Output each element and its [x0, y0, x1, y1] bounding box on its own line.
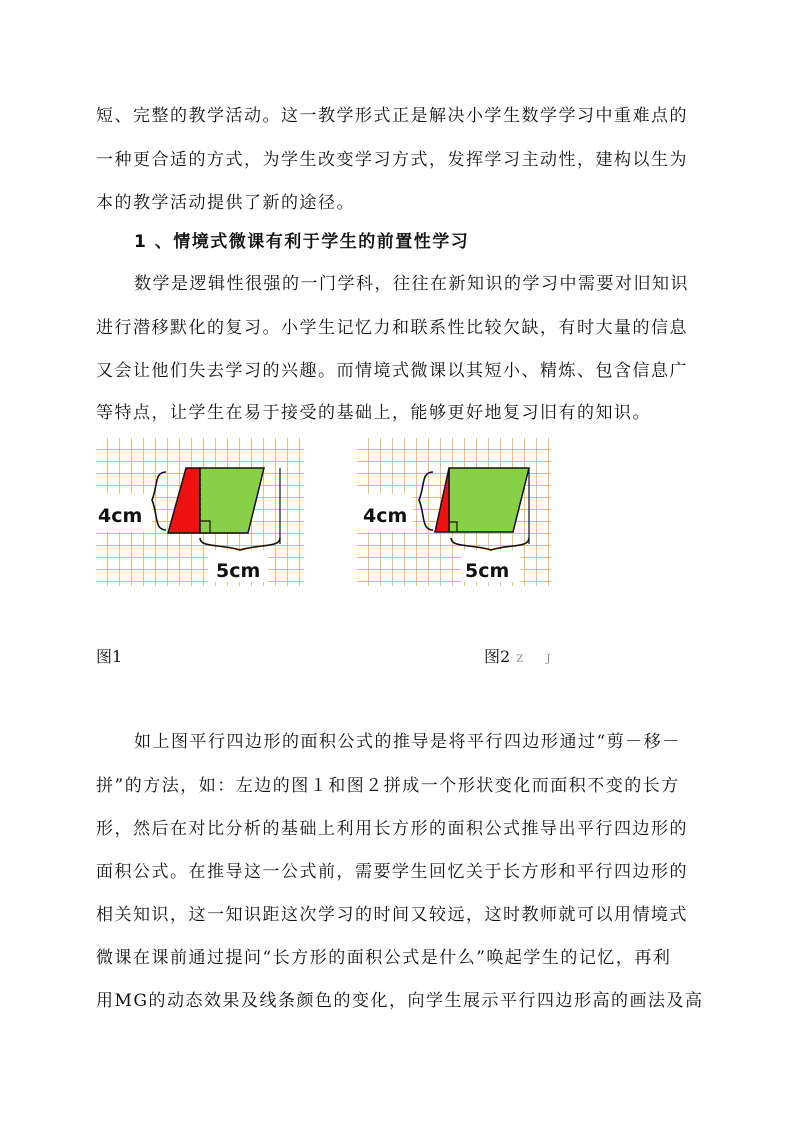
- figure-2-diagram: [357, 438, 551, 586]
- body-text-line: 数学是逻辑性很强的一门学科，往往在新知识的学习中需要对旧知识: [134, 274, 689, 294]
- body-text-line: 如上图平行四边形的面积公式的推导是将平行四边形通过“剪－移－: [134, 732, 681, 752]
- section-heading: 1 、情境式微课有利于学生的前置性学习: [134, 232, 470, 252]
- body-text-line: 用MG的动态效果及线条颜色的变化，向学生展示平行四边形高的画法及高: [96, 991, 704, 1011]
- body-text-line: 面积公式。在推导这一公式前，需要学生回忆关于长方形和平行四边形的: [96, 862, 688, 882]
- body-text-line: 等特点，让学生在易于接受的基础上，能够更好地复习旧有的知识。: [96, 403, 651, 423]
- height-label: 4cm: [363, 505, 408, 527]
- body-text-line: 拼”的方法，如：左边的图１和图２拼成一个形状变化而面积不变的长方: [96, 776, 680, 796]
- body-text-line: 本的教学活动提供了新的途径。: [96, 193, 355, 213]
- figure-1-caption: 图1: [96, 647, 123, 666]
- figure-1-diagram: [96, 438, 304, 586]
- body-text-line: 相关知识，这一知识距这次学习的时间又较远，这时教师就可以用情境式: [96, 905, 688, 925]
- body-text-line: 进行潜移默化的复习。小学生记忆力和联系性比较欠缺，有时大量的信息: [96, 318, 688, 338]
- figure-2-caption: [484, 647, 560, 670]
- body-text-line: 微课在课前通过提问“长方形的面积公式是什么”唤起学生的记忆，再利: [96, 948, 672, 968]
- watermark-text: Z J: [516, 654, 561, 665]
- height-label: 4cm: [98, 505, 143, 527]
- body-text-line: 形，然后在对比分析的基础上利用长方形的面积公式推导出平行四边形的: [96, 819, 688, 839]
- base-label: 5cm: [465, 560, 510, 582]
- body-text-line: 又会让他们失去学习的兴趣。而情境式微课以其短小、精炼、包含信息广: [96, 361, 688, 381]
- figure-2-caption-text: 图2: [484, 647, 511, 666]
- body-text-line: 短、完整的教学活动。这一教学形式正是解决小学生数学学习中重难点的: [96, 106, 688, 126]
- base-label: 5cm: [216, 560, 261, 582]
- body-text-line: 一种更合适的方式，为学生改变学习方式，发挥学习主动性，建构以生为: [96, 150, 688, 170]
